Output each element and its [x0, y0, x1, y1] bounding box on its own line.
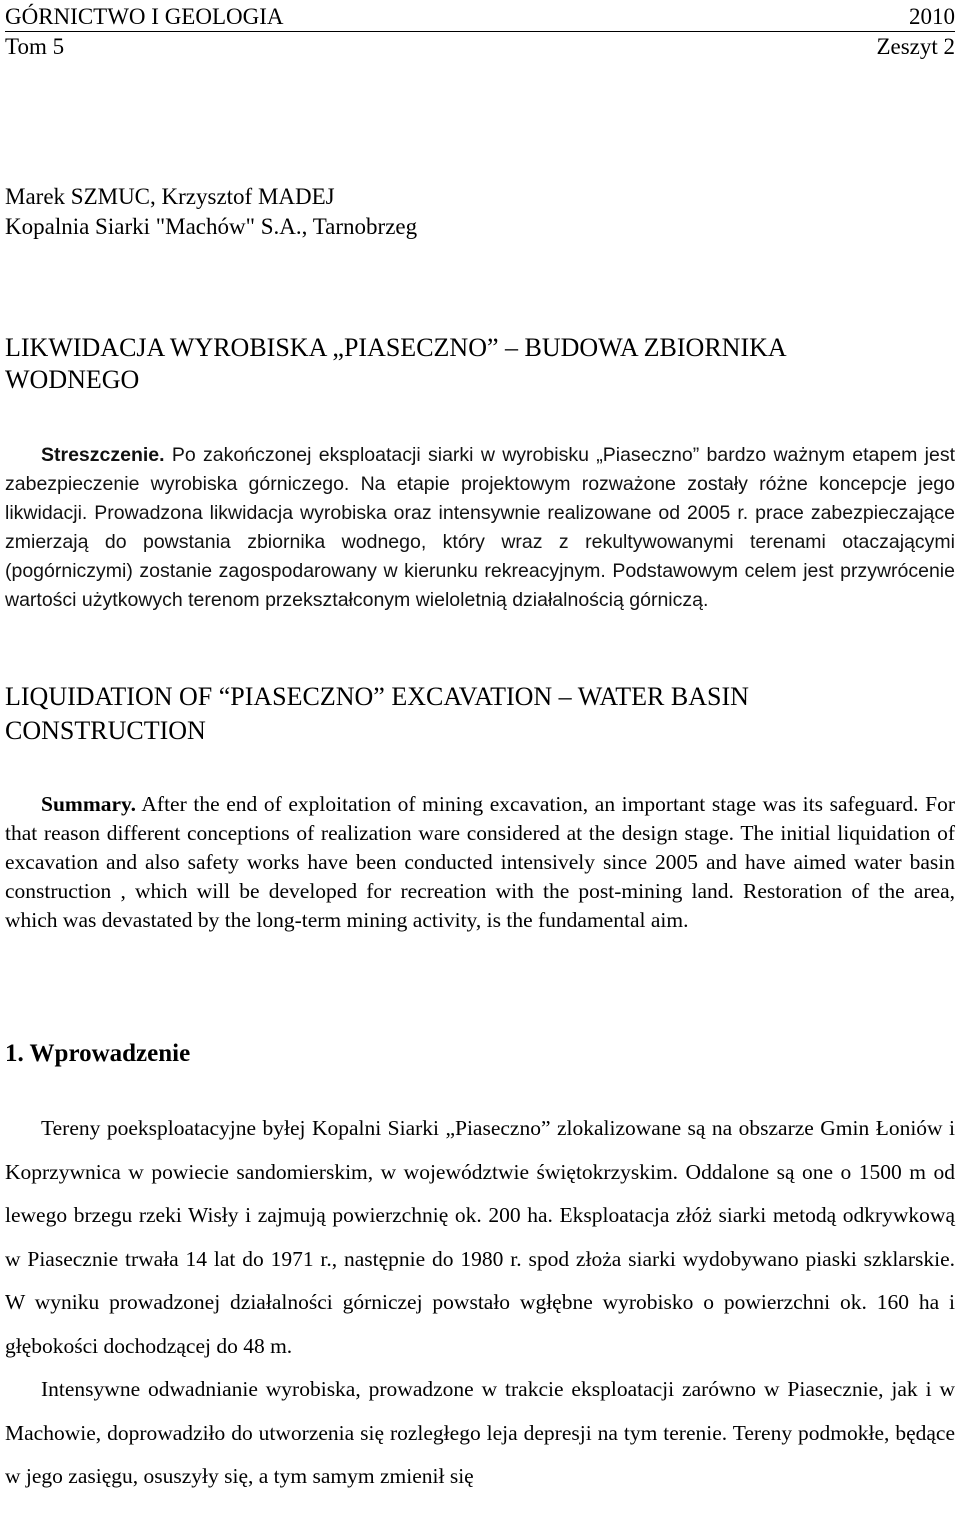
- title-polish-line2: WODNEGO: [5, 365, 140, 394]
- author-block: [5, 182, 955, 242]
- title-english: [5, 680, 955, 748]
- journal-name: GÓRNICTWO I GEOLOGIA: [5, 4, 284, 29]
- abstract-english-label: Summary.: [41, 792, 136, 816]
- author-names: Marek SZMUC, Krzysztof MADEJ: [5, 184, 335, 209]
- journal-volume: Tom 5: [5, 34, 65, 59]
- title-polish-line1: LIKWIDACJA WYROBISKA „PIASECZNO” – BUDOWA ZBIORNIKA: [5, 333, 787, 362]
- body-paragraph-1: Tereny poeksploatacyjne byłej Kopalni Siarki „Piaseczno” zlokalizowane są na obszarze Gmin Łoniów i Koprzywnica w powiecie sandomierskim, w województwie świętokrzyskim. Oddalone są one o 1500 m od lewego brzegu rzeki Wisły i zajmują powierzchnię ok. 200 ha. Eksploatacja złóż siarki metodą odkrywkową w Piasecznie trwała 14 lat do 1971 r., następnie do 1980 r. spod złoża siarki wydobywano piaski szklarskie. W wyniku prowadzonej działalności górniczej powstało wgłębne wyrobisko o powierzchni ok. 160 ha i głębokości dochodzącej do 48 m.: [5, 1116, 955, 1358]
- journal-issue: Zeszyt 2: [876, 34, 955, 59]
- abstract-polish-label: Streszczenie.: [41, 444, 165, 466]
- journal-year: 2010: [909, 4, 955, 29]
- abstract-polish: [5, 441, 955, 615]
- journal-header: [5, 2, 955, 62]
- title-english-line1: LIQUIDATION OF “PIASECZNO” EXCAVATION – WATER BASIN: [5, 682, 749, 711]
- abstract-polish-text: Po zakończonej eksploatacji siarki w wyrobisku „Piaseczno” bardzo ważnym etapem jest zabezpieczenie wyrobiska górniczego. Na etapie projektowym rozważone zostały różne koncepcje jego likwidacji. Prowadzona likwidacja wyrobiska oraz intensywnie realizowane od 2005 r. prace zabezpieczające zmierzają do powstania zbiornika wodnego, który wraz z rekultywowanymi terenami otaczającymi (pogórniczymi) zostanie zagospodarowany w kierunku rekreacyjnym. Podstawowym celem jest przywrócenie wartości użytkowych terenom przekształconym wieloletnią działalnością górniczą.: [5, 444, 955, 611]
- author-affiliation: Kopalnia Siarki "Machów" S.A., Tarnobrzeg: [5, 214, 418, 239]
- title-english-line2: CONSTRUCTION: [5, 716, 206, 745]
- section-body: [5, 1107, 955, 1499]
- body-paragraph-2: Intensywne odwadnianie wyrobiska, prowadzone w trakcie eksploatacji zarówno w Piasecznie, jak i w Machowie, doprowadziło do utworzenia się rozległego leja depresji na tym terenie. Tereny podmokłe, będące w jego zasięgu, osuszyły się, a tym samym zmienił się: [5, 1377, 955, 1488]
- section-heading: 1. Wprowadzenie: [5, 1040, 191, 1067]
- abstract-english: [5, 790, 955, 935]
- title-polish: [5, 332, 955, 396]
- abstract-english-text: After the end of exploitation of mining excavation, an important stage was its safeguard. For that reason different conceptions of realization ware considered at the design stage. The initial liquidation of excavation and also safety works have been conducted intensively since 2005 and have aimed water basin construction , which will be developed for recreation with the post-mining land. Restoration of the area, which was devastated by the long-term mining activity, is the fundamental aim.: [5, 792, 955, 932]
